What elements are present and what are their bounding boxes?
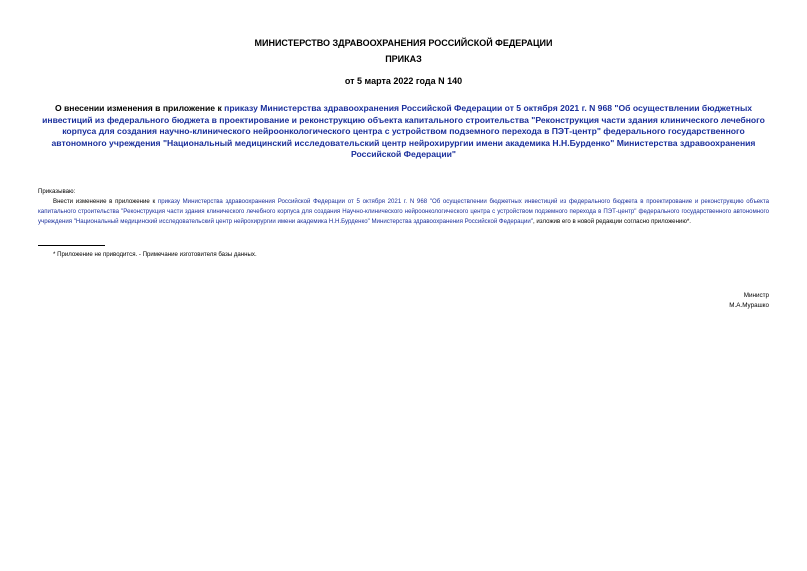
- signatory-position: Министр: [743, 292, 769, 299]
- footnote-divider: [38, 245, 105, 246]
- document-type: ПРИКАЗ: [385, 54, 422, 64]
- title-reference-link[interactable]: приказу Министерства здравоохранения Российской Федерации от 5 октября 2021 г. N 968 "Об осуществлении бюджетных инвестиций из федерального бюджета в проектирование и реконструкцию объекта капитального строительства "Реконструкция части здания клинического лечебного корпуса для создания научно-клинического нейроонкологического центра с устройством подземного перехода в ПЭТ-центр" федерального государственного автономного учреждения "Национальный медицинский исследовательский центр нейрохирургии имени академика Н.Н.Бурденко" Министерства здравоохранения Российской Федерации": [42, 103, 765, 160]
- paragraph-reference-link[interactable]: приказу Министерства здравоохранения Российской Федерации от 5 октября 2021 г. N 968 "Об осуществлении бюджетных инвестиций из федерального бюджета в проектирование и реконструкцию объекта капитального строительства "Реконструкция части здания клинического лечебного корпуса для создания Научно-клинического нейроонкологического центра с устройством подземного перехода в ПЭТ-центр" федерального государственного автономного учреждения "Национальный медицинский исследовательский центр нейрохирургии имени академика Н.Н.Бурденко" Министерства здравоохранения Российской Федерации": [38, 198, 770, 226]
- document-date: от 5 марта 2022 года N 140: [344, 76, 463, 86]
- order-word: Приказываю:: [38, 188, 76, 195]
- order-paragraph: [38, 197, 769, 228]
- signatory-name: М.А.Мурашко: [729, 302, 769, 309]
- title-prefix: О внесении изменения в приложение к: [54, 103, 225, 113]
- footnote: * Приложение не приводится. - Примечание изготовителя базы данных.: [53, 251, 257, 258]
- paragraph-prefix: Внести изменение в приложение к: [53, 198, 158, 205]
- ministry-heading: МИНИСТЕРСТВО ЗДРАВООХРАНЕНИЯ РОССИЙСКОЙ ФЕДЕРАЦИИ: [254, 38, 553, 48]
- document-title: [38, 103, 769, 161]
- paragraph-suffix: , изложив его в новой редакции согласно приложению*.: [533, 218, 691, 226]
